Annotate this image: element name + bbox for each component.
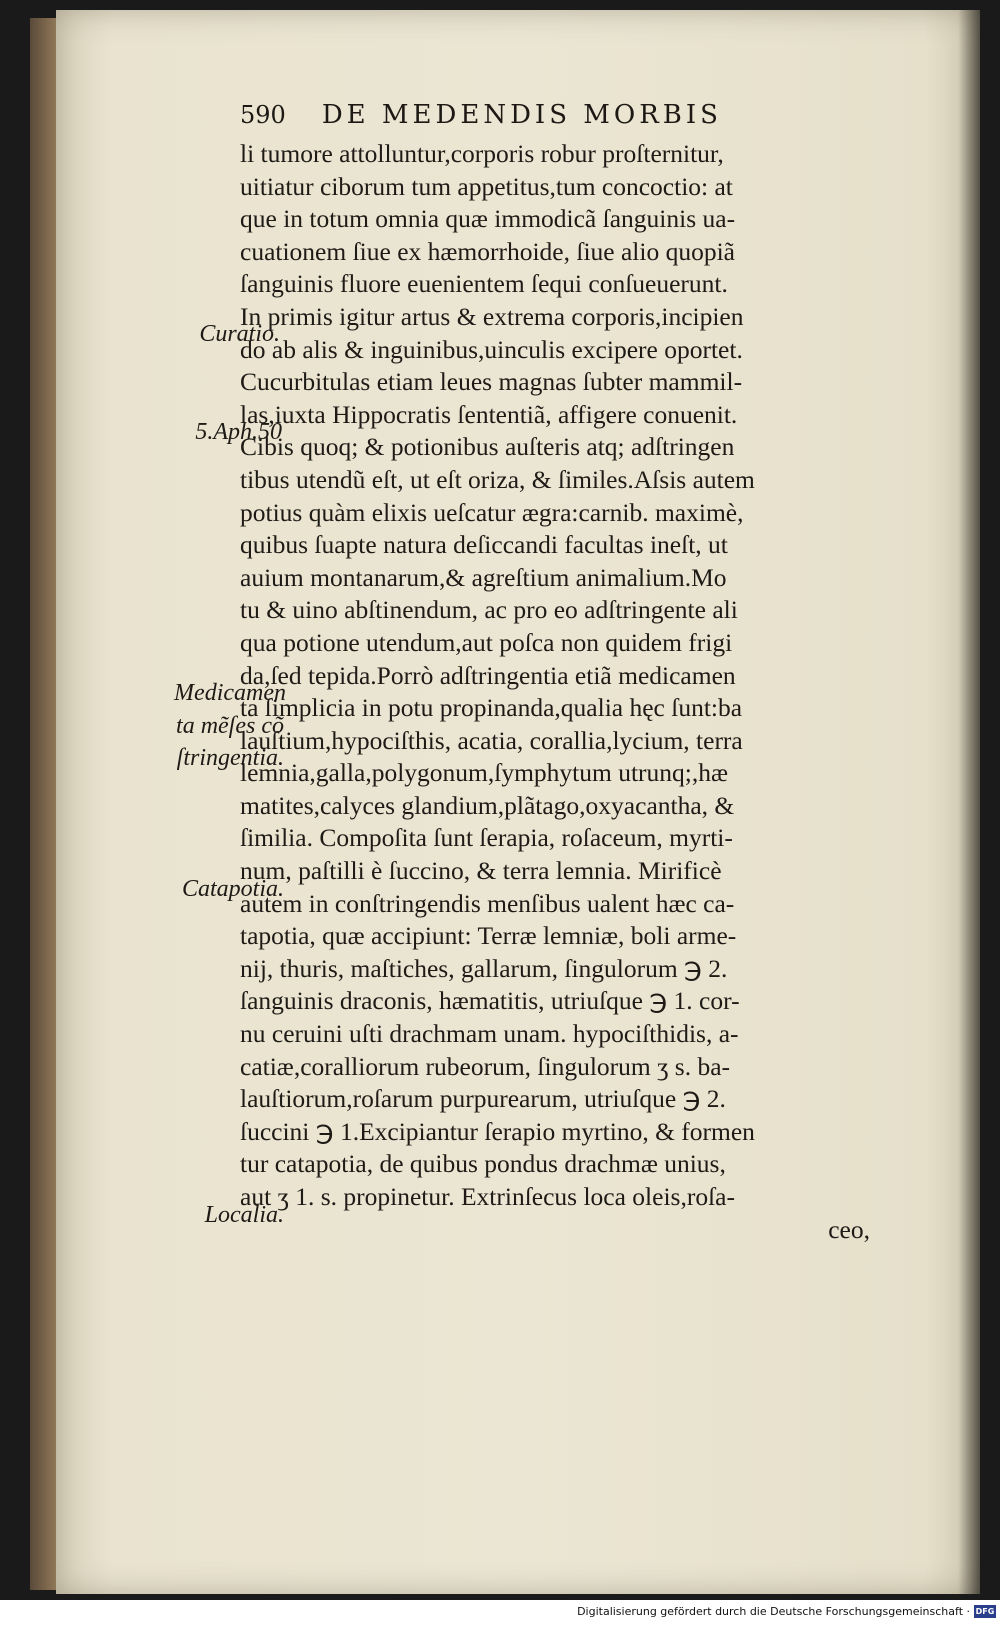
margin-note-medicamenta-3: ſtringentia. [176,745,284,771]
text-line: ſanguinis draconis, hæmatitis, utriuſque ℈ 1. cor- [240,986,740,1016]
margin-note-medicamenta-1: Medicamen [174,680,286,706]
text-line: que in totum omnia quæ immodicã ſanguinis ua- [240,204,736,234]
text-line: Cucurbitulas etiam leues magnas ſubter mammil- [240,367,743,397]
text-line: ſimilia. Compoſita ſunt ſerapia, roſaceum, myrti- [240,823,733,853]
dfg-logo: DFG [975,1607,995,1616]
text-line: li tumore attolluntur,corporis robur proſternitur, [240,139,724,168]
text-line: tapotia, quæ accipiunt: Terræ lemniæ, boli arme- [240,921,737,951]
margin-note-medicamenta-2: ta mẽſes cõ [176,713,284,739]
text-line: lemnia,galla,polygonum,ſymphytum utrunq;,hæ [240,758,728,788]
text-line: nu ceruini uſti drachmam unam. hypociſthidis, a- [240,1019,739,1049]
margin-note-localia: Localia. [204,1202,284,1228]
text-line: qua potione utendum,aut poſca non quidem frigi [240,627,733,657]
gutter-shadow [958,10,980,1594]
text-line: catiæ,coralliorum rubeorum, ſingulorum ʒ s. ba- [240,1051,731,1081]
text-line: In primis igitur artus & extrema corporis,incipien [240,301,744,331]
text-line: nij, thuris, maſtiches, gallarum, ſingulorum ℈ 2. [240,953,728,983]
text-line: ſanguinis fluore euenientem ſequi conſueuerunt. [240,269,728,299]
margin-note-catapotia: Catapotia. [181,876,284,902]
folio-number: 590 [240,101,286,129]
catchword: ceo, [828,1214,870,1244]
text-line: matites,calyces glandium,plãtago,oxyacantha, & [240,790,735,820]
text-line: ſuccini ℈ 1.Excipiantur ſerapio myrtino, & formen [240,1116,755,1146]
text-line: potius quàm elixis ueſcatur ægra:carnib. maximè, [240,497,744,527]
text-line: ta ſimplicia in potu propinanda,qualia hęc ſunt:ba [240,693,743,723]
text-line: num, paſtilli è ſuccino, & terra lemnia. Mirificè [240,856,722,886]
text-line: quibus ſuapte natura deſiccandi facultas ineſt, ut [240,530,728,560]
text-line: da,ſed tepida.Porrò adſtringentia etiã medicamen [240,660,736,690]
margin-note-aphorism: 5.Aph.50 [195,419,282,445]
text-line: do ab alis & inguinibus,uinculis excipere oportet. [240,334,743,364]
running-head [240,100,840,130]
margin-note-curatio: Curatio. [199,321,280,347]
text-line: tibus utendũ eſt, ut eſt oriza, & ſimiles.Aſsis autem [240,464,755,494]
running-head-title: DE MEDENDIS MORBIS [321,100,722,130]
funding-notice: Digitalisierung gefördert durch die Deutsche Forschungsgemeinschaft · [577,1605,970,1618]
text-line: autem in conſtringendis menſibus ualent hæc ca- [240,888,735,918]
text-line: aut ʒ 1. s. propinetur. Extrinſecus loca oleis,roſa- [240,1182,735,1211]
text-line: auium montanarum,& agreſtium animalium.Mo [240,562,727,592]
text-line: lauſtiorum,roſarum purpurearum, utriuſque ℈ 2. [240,1084,726,1114]
footer-bar [0,1600,1000,1627]
text-line: tu & uino abſtinendum, ac pro eo adſtringente ali [240,595,738,625]
text-line: tur catapotia, de quibus pondus drachmæ unius, [240,1149,726,1179]
body-text [240,138,870,1246]
text-line: las,iuxta Hippocratis ſententiã, affigere conuenit. [240,399,738,429]
text-line: Cibis quoq; & potionibus auſteris atq; adſtringen [240,432,735,462]
text-line: uitiatur ciborum tum appetitus,tum concoctio: at [240,171,733,201]
text-line: cuationem ſiue ex hæmorrhoide, ſiue alio quopiã [240,236,735,266]
text-line: lauſtium,hypociſthis, acatia, corallia,lycium, terra [240,725,743,755]
